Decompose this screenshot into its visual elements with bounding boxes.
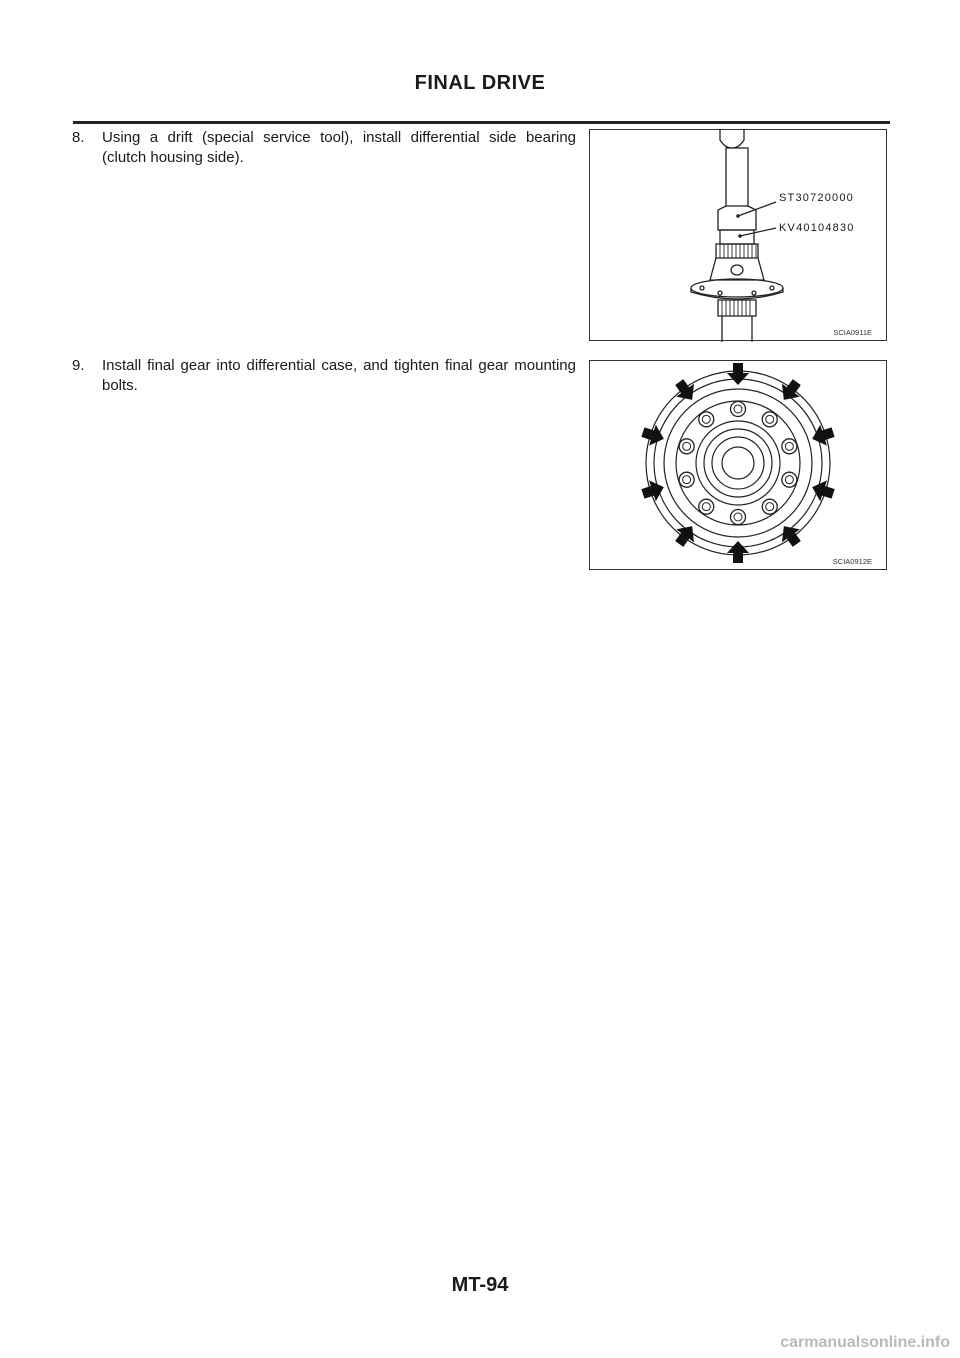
tool-label-st: ST30720000 (779, 192, 854, 204)
step-number: 8. (72, 129, 85, 146)
tool-label-kv: KV40104830 (779, 222, 855, 234)
bolt-ring (679, 402, 797, 525)
arrow-icon (727, 363, 749, 385)
bolt-icon (782, 439, 797, 454)
step-8 (72, 128, 576, 168)
arrow-ring (639, 363, 836, 563)
figure-code: SCIA0911E (833, 328, 872, 337)
bolt-icon (782, 472, 797, 487)
bolt-icon (762, 499, 777, 514)
watermark: carmanualsonline.info (780, 1334, 950, 1351)
header-rule (73, 121, 890, 124)
arrow-icon (727, 541, 749, 563)
page-number: MT-94 (451, 1274, 509, 1296)
final-gear-illustration (590, 361, 888, 571)
bolt-icon (762, 412, 777, 427)
bolt-icon (731, 510, 746, 525)
bolt-icon (679, 439, 694, 454)
bolt-icon (731, 402, 746, 417)
bolt-icon (699, 499, 714, 514)
figure-code: SCIA0912E (832, 557, 872, 566)
page-title: FINAL DRIVE (414, 72, 546, 94)
figure-side-bearing-install (589, 129, 887, 341)
figure-final-gear-bolts (589, 360, 887, 570)
step-text: Using a drift (special service tool), install differential side bearing (clutch housing side). (102, 129, 576, 166)
bolt-icon (679, 472, 694, 487)
step-text: Install final gear into differential case, and tighten final gear mounting bolts. (102, 357, 576, 394)
step-9 (72, 356, 576, 396)
drift-illustration (590, 130, 888, 342)
step-number: 9. (72, 357, 85, 374)
bolt-icon (699, 412, 714, 427)
